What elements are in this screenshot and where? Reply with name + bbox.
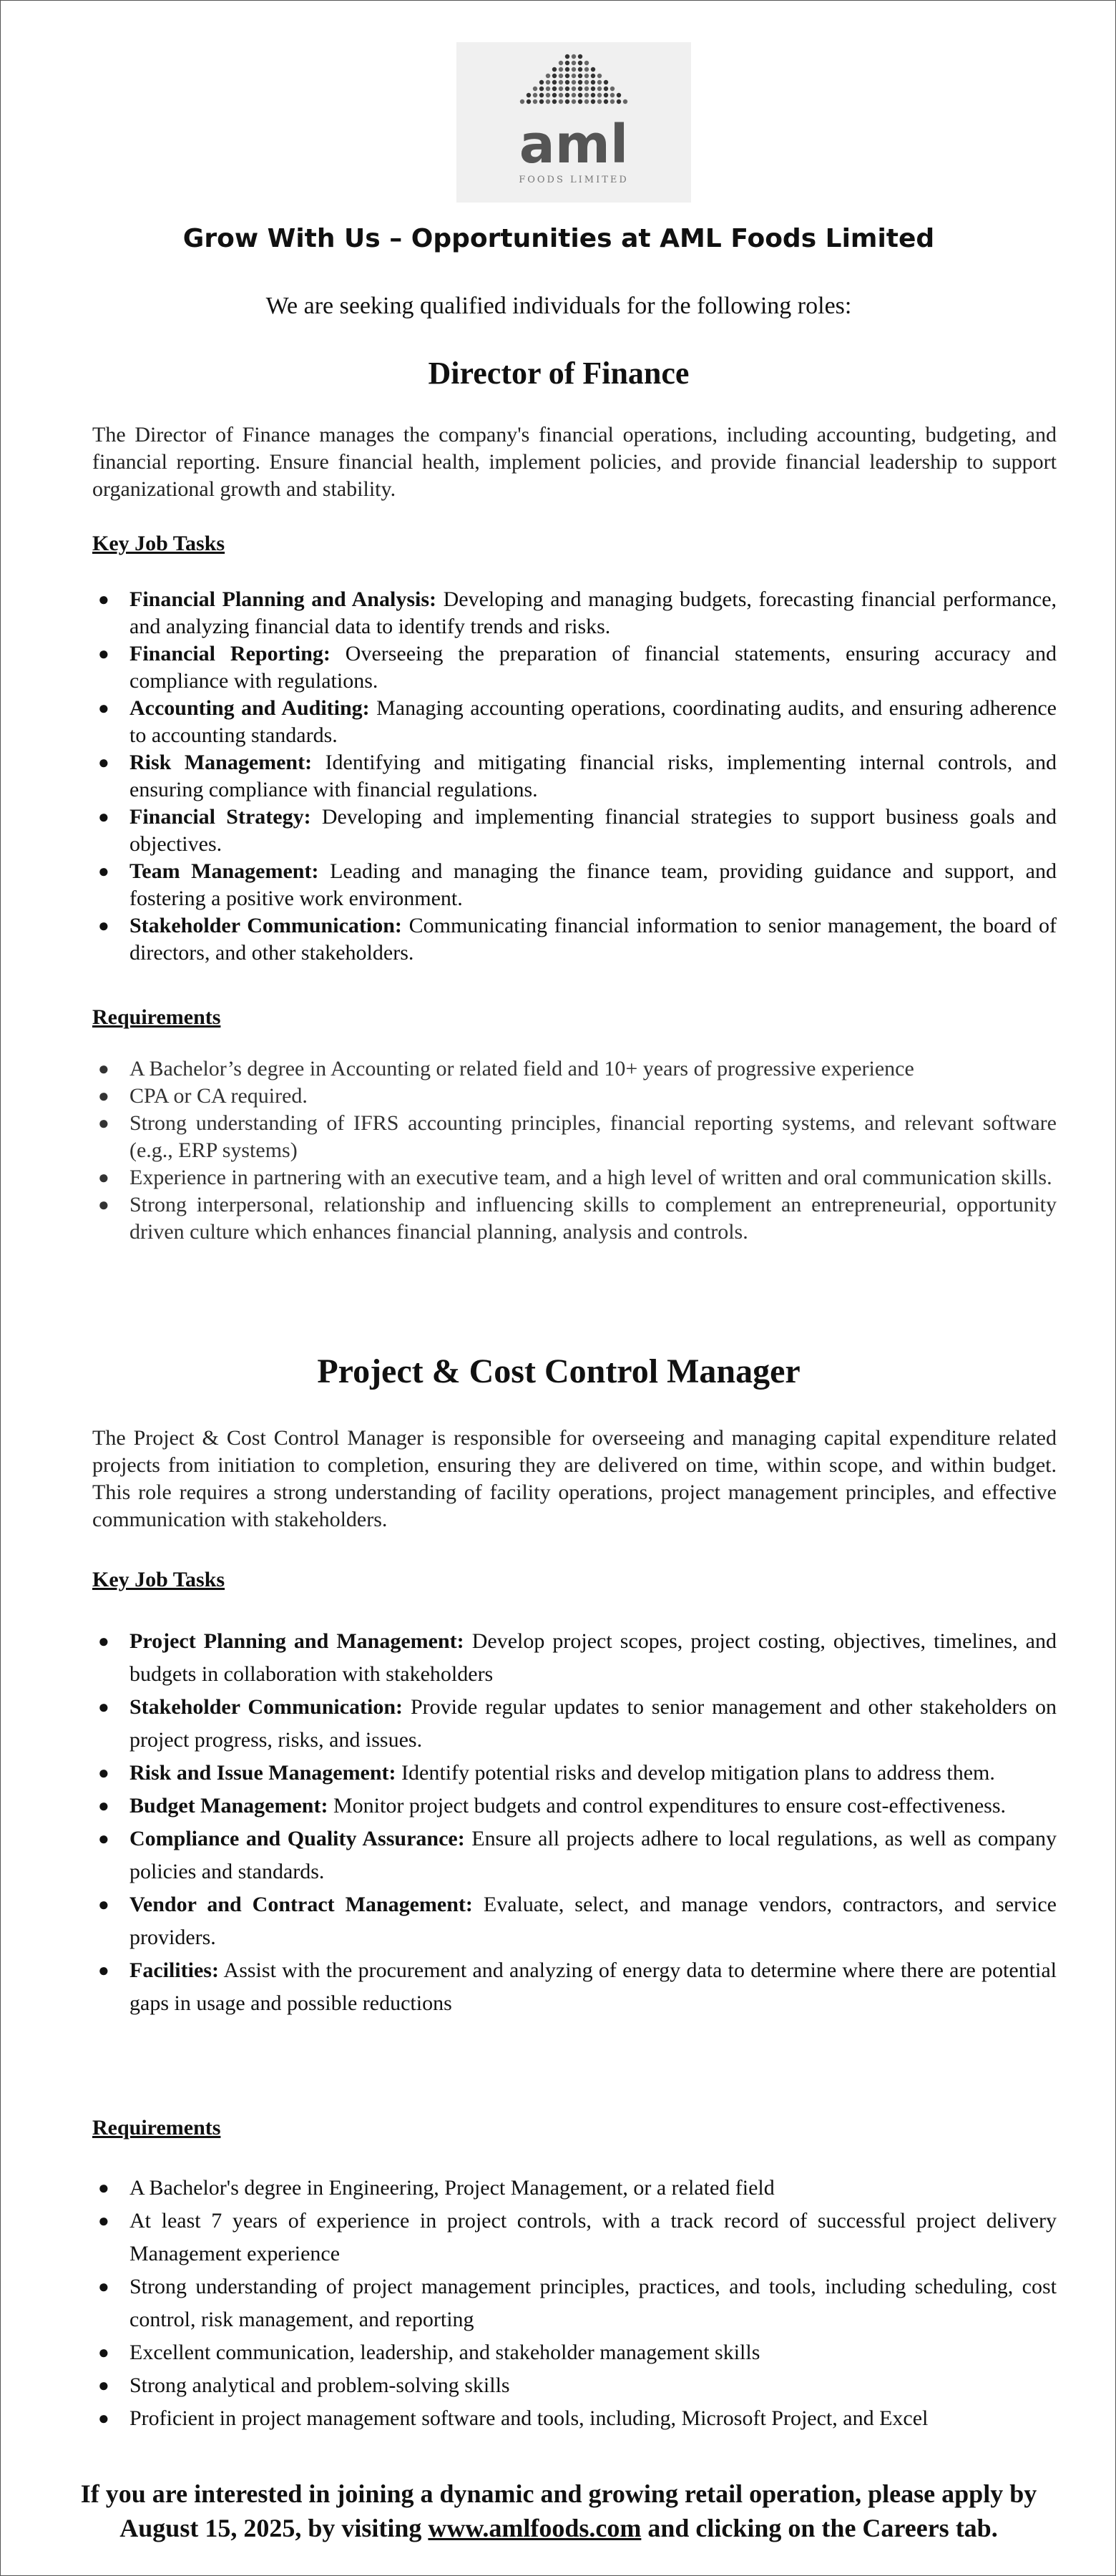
task-label: Accounting and Auditing: [129,696,370,720]
logo-dot [546,99,550,104]
logo-dot [565,93,569,97]
logo-dot [584,61,589,65]
logo-dot [559,87,563,91]
logo-dot [597,74,602,78]
task-label: Financial Planning and Analysis: [129,587,436,611]
logo-dot [597,87,602,91]
logo-dot [578,87,582,91]
application-instructions [72,2477,1045,2545]
footer-text: If you are interested in joining a dynamic and growing retail operation, please apply by August 15, 2025, by visiting [80,2479,1037,2542]
requirement-item [92,2172,1057,2205]
bullet-icon: ● [98,643,109,664]
logo-dot [539,93,544,97]
task-label: Budget Management: [129,1794,328,1818]
logo-dot [578,80,582,84]
logo-dot [610,99,615,104]
task-text: Monitor project budgets and control expenditures to ensure cost-effectiveness. [328,1794,1006,1818]
logo-dot [578,99,582,104]
logo-dot [533,87,537,91]
logo-dot [565,61,569,65]
logo-dot [604,87,608,91]
logo-dot [565,87,569,91]
logo-dot [559,80,563,84]
logo-dot [578,67,582,72]
logo-dot [610,93,615,97]
logo-dot [572,67,576,72]
logo-dot [584,80,589,84]
requirement-text: Excellent communication, leadership, and stakeholder management skills [129,2341,760,2364]
logo-dot [610,87,615,91]
logo-dot [584,99,589,104]
logo-dot [546,87,550,91]
careers-website-link[interactable]: www.amlfoods.com [428,2514,642,2542]
logo-dot [604,93,608,97]
task-text: Identify potential risks and develop mitigation plans to address them. [396,1761,995,1785]
task-label: Compliance and Quality Assurance: [129,1827,465,1850]
bullet-icon: ● [98,752,109,773]
logo-dot [552,99,557,104]
logo-dot [584,93,589,97]
bullet-icon: ● [98,1058,109,1079]
task-label: Financial Strategy: [129,805,311,829]
task-item [92,749,1057,804]
requirements-heading: Requirements [92,1005,221,1029]
key-tasks-heading: Key Job Tasks [92,1568,225,1591]
logo-wordmark: aml [519,114,629,175]
requirements-heading: Requirements [92,2116,221,2140]
bullet-icon: ● [98,1167,109,1188]
task-label: Stakeholder Communication: [129,914,402,937]
task-item [92,1691,1057,1757]
requirement-item [92,2369,1057,2402]
requirement-item [92,1164,1057,1191]
bullet-icon: ● [98,698,109,718]
logo-dot [584,67,589,72]
key-tasks-list [92,586,1057,967]
requirement-text: CPA or CA required. [129,1084,308,1108]
task-text: Provide regular updates to senior management and other stakeholders on project progress, risks, and issues. [129,1695,1057,1752]
logo-dot [539,99,544,104]
logo-dot [565,99,569,104]
bullet-icon: ● [98,1894,109,1915]
logo-dot [578,54,582,59]
logo-tagline: FOODS LIMITED [519,175,629,185]
logo-dot [565,80,569,84]
bullet-icon: ● [98,915,109,936]
task-item [92,640,1057,695]
requirement-text: A Bachelor's degree in Engineering, Project Management, or a related field [129,2176,775,2200]
task-label: Financial Reporting: [129,642,331,665]
logo-dot [597,93,602,97]
logo-dot [559,93,563,97]
logo-dot [565,74,569,78]
logo-dot [572,93,576,97]
task-text: Developing and managing budgets, forecasting financial performance, and analyzing financial data to identify trends and risks. [129,587,1057,638]
task-label: Risk Management: [129,751,313,774]
requirements-list [92,2172,1057,2435]
requirement-text: Strong understanding of IFRS accounting principles, financial reporting systems, and relevant software (e.g., ERP systems) [129,1111,1057,1162]
logo-dot [617,99,621,104]
task-item [92,1954,1057,2020]
requirement-item [92,2402,1057,2435]
requirement-item [92,1083,1057,1110]
task-item [92,1625,1057,1691]
logo-dot [578,61,582,65]
task-label: Risk and Issue Management: [129,1761,396,1785]
logo-dot [584,74,589,78]
logo-dot [552,80,557,84]
requirement-text: Strong interpersonal, relationship and influencing skills to complement an entrepreneurial, opportunity driven culture which enhances financial planning, analysis and controls. [129,1193,1057,1244]
bullet-icon: ● [98,806,109,827]
logo-graphic [456,42,691,203]
bullet-icon: ● [98,2342,109,2363]
logo-dot [533,93,537,97]
requirement-text: A Bachelor’s degree in Accounting or related field and 10+ years of progressive experience [129,1057,914,1080]
key-tasks-list [92,1625,1057,2020]
page-headline: Grow With Us – Opportunities at AML Foods Limited [182,224,935,253]
logo-dot [591,99,595,104]
bullet-icon: ● [98,589,109,610]
logo-dot [559,74,563,78]
logo-dot [623,99,627,104]
task-text: Leading and managing the finance team, providing guidance and support, and fostering a positive work environment. [129,859,1057,910]
bullet-icon: ● [98,1085,109,1106]
task-item [92,912,1057,967]
logo-dot [572,99,576,104]
bullet-icon: ● [98,2375,109,2396]
logo-dot [591,93,595,97]
intro-text: We are seeking qualified individuals for the following roles: [265,293,852,319]
logo-dot [591,74,595,78]
requirement-item [92,2270,1057,2336]
task-text: Ensure all projects adhere to local regulations, as well as company policies and standards. [129,1827,1057,1883]
requirement-text: Experience in partnering with an executive team, and a high level of written and oral communication skills. [129,1166,1052,1189]
logo-dot [539,87,544,91]
logo-dot [572,74,576,78]
task-item [92,1823,1057,1888]
logo-dot [546,93,550,97]
logo-dot [578,74,582,78]
logo-dot [591,80,595,84]
logo-dot [617,93,621,97]
logo-dot [539,80,544,84]
logo-dot [552,93,557,97]
bullet-icon: ● [98,2210,109,2231]
key-tasks-heading: Key Job Tasks [92,532,225,555]
requirement-item [92,1110,1057,1164]
task-text: Develop project scopes, project costing, objectives, timelines, and budgets in collaboration with stakeholders [129,1629,1057,1686]
bullet-icon: ● [98,1194,109,1215]
logo-dot [572,61,576,65]
task-label: Facilities: [129,1958,219,1982]
bullet-icon: ● [98,1631,109,1652]
logo-dot [565,67,569,72]
company-logo [456,42,691,203]
logo-dot [565,54,569,59]
role-title-project-cost-control-manager: Project & Cost Control Manager [317,1352,801,1390]
bullet-icon: ● [98,1828,109,1849]
logo-dot [597,80,602,84]
logo-dot [552,87,557,91]
requirement-text: At least 7 years of experience in project controls, with a track record of successful project delivery Management experience [129,2209,1057,2265]
bullet-icon: ● [98,1697,109,1717]
task-text: Identifying and mitigating financial risks, implementing internal controls, and ensuring compliance with financial regulations. [129,751,1057,801]
requirements-list [92,1055,1057,1246]
requirement-item [92,2205,1057,2270]
logo-dot [559,61,563,65]
requirement-text: Proficient in project management software and tools, including, Microsoft Project, and Excel [129,2406,929,2430]
task-item [92,858,1057,912]
task-item [92,586,1057,640]
task-label: Vendor and Contract Management: [129,1893,473,1916]
logo-dot [546,80,550,84]
logo-dot [591,87,595,91]
task-text: Developing and implementing financial strategies to support business goals and objectives. [129,805,1057,856]
role-title-director-of-finance: Director of Finance [428,356,690,391]
task-label: Project Planning and Management: [129,1629,464,1653]
task-label: Team Management: [129,859,319,883]
task-item [92,1757,1057,1790]
task-text: Overseeing the preparation of financial statements, ensuring accuracy and compliance with regulations. [129,642,1057,693]
footer-text-end: and clicking on the Careers tab. [641,2514,998,2542]
task-item [92,1888,1057,1954]
task-text: Communicating financial information to senior management, the board of directors, and other stakeholders. [129,914,1057,965]
logo-dot [584,87,589,91]
logo-dot [559,99,563,104]
logo-dot [604,80,608,84]
role-description: The Director of Finance manages the company's financial operations, including accounting, budgeting, and financial reporting. Ensure financial health, implement policies, and provide financial leadership to support organizational growth and stability. [92,423,1057,501]
logo-dot [559,67,563,72]
requirement-item [92,2336,1057,2369]
bullet-icon: ● [98,1762,109,1783]
logo-dot [572,87,576,91]
logo-dot [546,74,550,78]
requirement-text: Strong analytical and problem-solving skills [129,2373,510,2397]
logo-dot [572,54,576,59]
task-item [92,695,1057,749]
logo-dot [597,99,602,104]
bullet-icon: ● [98,1113,109,1133]
logo-dot [520,99,524,104]
logo-dot [578,93,582,97]
logo-dot [604,99,608,104]
bullet-icon: ● [98,1960,109,1981]
logo-dot [527,99,531,104]
bullet-icon: ● [98,2408,109,2429]
requirement-text: Strong understanding of project management principles, practices, and tools, including scheduling, cost control, risk management, and reporting [129,2275,1057,2331]
task-text: Assist with the procurement and analyzing of energy data to determine where there are potential gaps in usage and possible reductions [129,1958,1057,2015]
requirement-item [92,1191,1057,1246]
task-item [92,1790,1057,1823]
task-text: Managing accounting operations, coordinating audits, and ensuring adherence to accounting standards. [129,696,1057,747]
logo-dot [552,67,557,72]
logo-dot [533,99,537,104]
bullet-icon: ● [98,2177,109,2198]
task-item [92,804,1057,858]
bullet-icon: ● [98,861,109,882]
task-label: Stakeholder Communication: [129,1695,403,1719]
requirement-item [92,1055,1057,1083]
bullet-icon: ● [98,1795,109,1816]
task-text: Evaluate, select, and manage vendors, contractors, and service providers. [129,1893,1057,1949]
logo-dot [572,80,576,84]
logo-dot [591,67,595,72]
role-description: The Project & Cost Control Manager is responsible for overseeing and managing capital expenditure related projects from initiation to completion, ensuring they are delivered on time, within scope, and within budget. This role requires a strong understanding of facility operations, project management principles, and effective communication with stakeholders. [92,1426,1057,1531]
logo-dot [527,93,531,97]
bullet-icon: ● [98,2276,109,2297]
logo-dot [552,74,557,78]
